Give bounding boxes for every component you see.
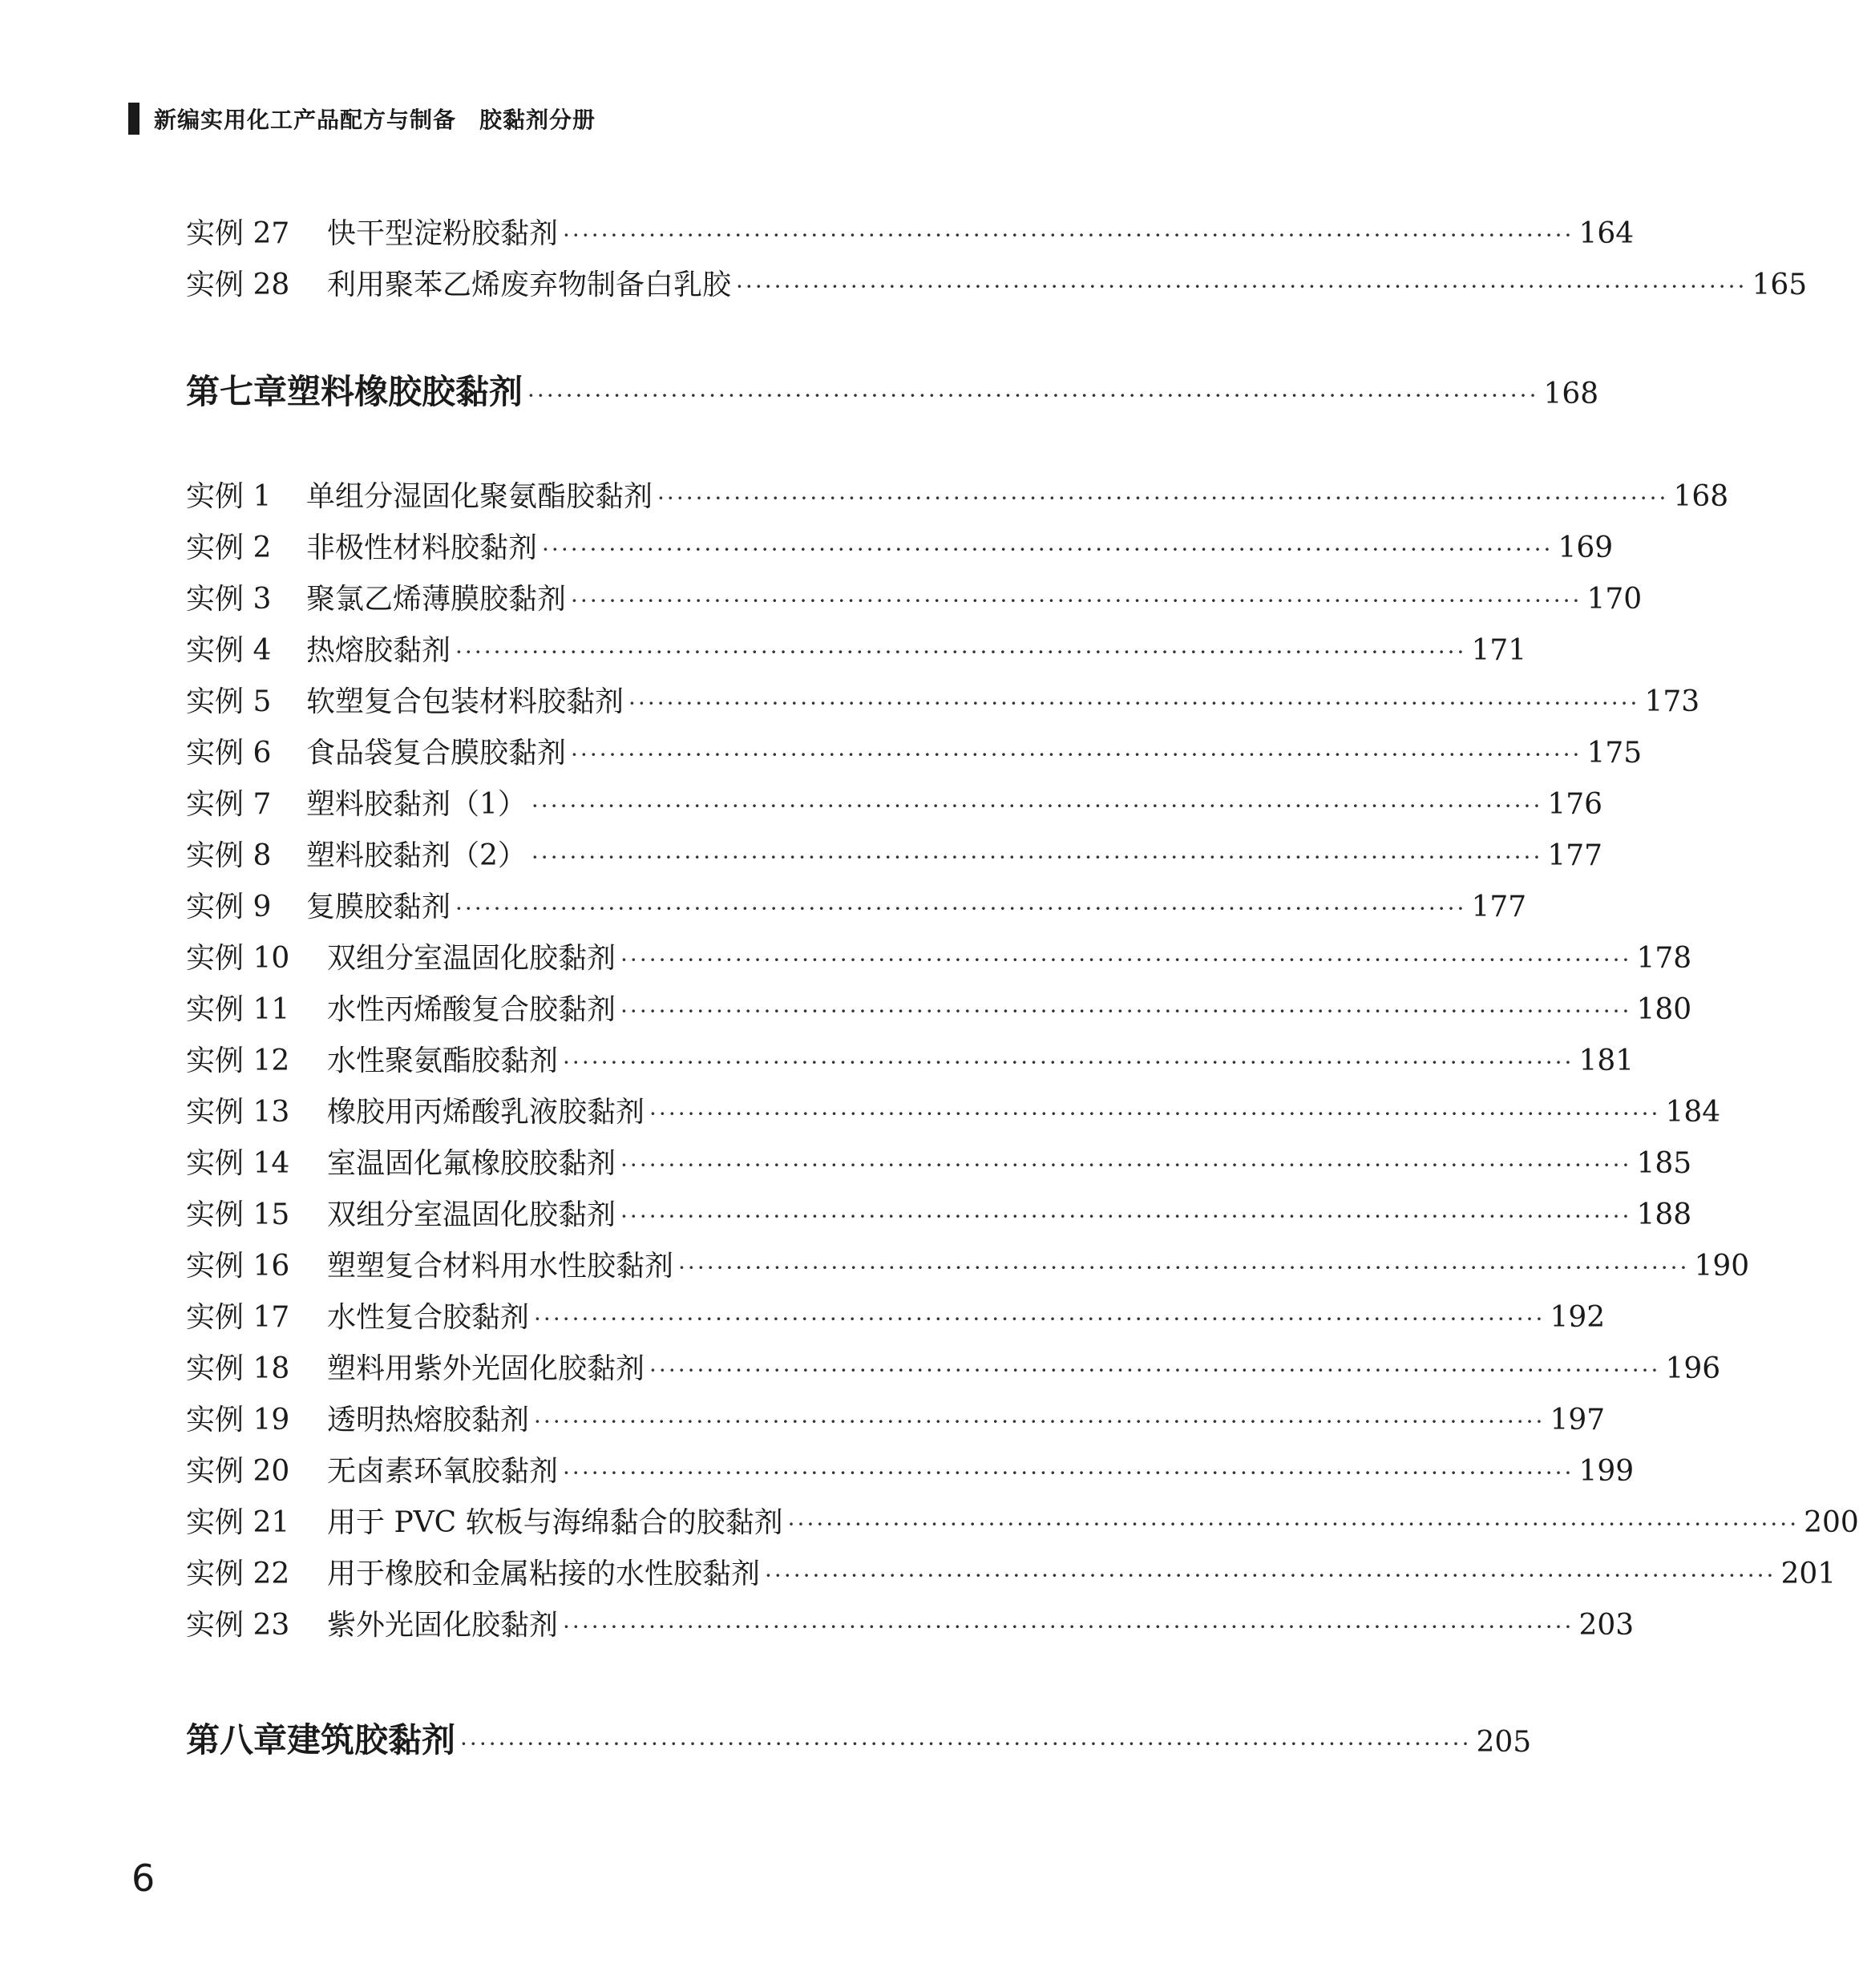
chapter-heading-7[interactable] xyxy=(186,366,1599,415)
dot-leader: ·········································································································· xyxy=(678,1255,1690,1281)
dot-leader: ·········································································································· xyxy=(620,1203,1632,1230)
toc-entry[interactable] xyxy=(186,1453,1635,1491)
toc-entry[interactable] xyxy=(186,632,1527,670)
entry-number: 实例 27 xyxy=(186,217,290,250)
entry-number: 实例 9 xyxy=(186,891,272,923)
entry-title: 聚氯乙烯薄膜胶黏剂 xyxy=(306,583,567,616)
entry-title: 室温固化氟橡胶胶黏剂 xyxy=(327,1147,616,1180)
entry-title: 双组分室温固化胶黏剂 xyxy=(327,1198,616,1231)
dot-leader: ·········································································································· xyxy=(620,1152,1632,1178)
chapter-heading-8[interactable] xyxy=(186,1714,1532,1764)
entry-title: 双组分室温固化胶黏剂 xyxy=(327,942,616,975)
chapter-label: 第七章 xyxy=(186,372,288,411)
toc-entry[interactable] xyxy=(186,991,1692,1029)
dot-leader: ·········································································································· xyxy=(455,639,1467,665)
entry-page: 196 xyxy=(1665,1352,1721,1385)
toc-entry[interactable] xyxy=(186,1299,1606,1337)
dot-leader: ·········································································································· xyxy=(571,741,1582,768)
toc-entry[interactable] xyxy=(186,215,1635,253)
toc-entry[interactable] xyxy=(186,1606,1635,1645)
entry-title: 单组分湿固化聚氨酯胶黏剂 xyxy=(306,480,653,513)
entry-title: 橡胶用丙烯酸乳液胶黏剂 xyxy=(327,1096,645,1129)
toc-entry[interactable] xyxy=(186,939,1692,978)
dot-leader: ·········································································································· xyxy=(527,382,1539,409)
entry-title: 紫外光固化胶黏剂 xyxy=(327,1609,559,1642)
entry-number: 实例 18 xyxy=(186,1352,290,1385)
entry-number: 实例 17 xyxy=(186,1301,290,1334)
entry-number: 实例 2 xyxy=(186,531,272,564)
dot-leader: ·········································································································· xyxy=(571,588,1582,614)
entry-title: 塑料胶黏剂（1） xyxy=(306,788,527,821)
toc-entry[interactable] xyxy=(186,1042,1635,1081)
entry-number: 实例 19 xyxy=(186,1404,290,1436)
entry-number: 实例 1 xyxy=(186,480,272,513)
entry-page: 197 xyxy=(1550,1404,1606,1436)
entry-page: 170 xyxy=(1586,583,1643,616)
entry-page: 181 xyxy=(1578,1045,1635,1077)
dot-leader: ·········································································································· xyxy=(736,273,1748,300)
toc-entry[interactable] xyxy=(186,529,1614,568)
entry-number: 实例 15 xyxy=(186,1198,290,1231)
chapter-title: 塑料橡胶胶黏剂 xyxy=(287,372,523,411)
entry-page: 199 xyxy=(1578,1455,1635,1488)
entry-number: 实例 5 xyxy=(186,685,272,718)
dot-leader: ·········································································································· xyxy=(563,1614,1574,1640)
header-bar-mark xyxy=(128,103,139,135)
entry-title: 用于 PVC 软板与海绵黏合的胶黏剂 xyxy=(327,1506,783,1539)
entry-title: 水性聚氨酯胶黏剂 xyxy=(327,1045,559,1077)
entry-title: 复膜胶黏剂 xyxy=(306,891,451,923)
toc-entry[interactable] xyxy=(186,1093,1721,1132)
entry-title: 无卤素环氧胶黏剂 xyxy=(327,1455,559,1488)
toc-entry[interactable] xyxy=(186,1504,1859,1542)
entry-title: 食品袋复合膜胶黏剂 xyxy=(306,737,567,770)
toc-entry[interactable] xyxy=(186,786,1603,824)
entry-title: 非极性材料胶黏剂 xyxy=(306,531,538,564)
entry-number: 实例 21 xyxy=(186,1506,290,1539)
toc-entry[interactable] xyxy=(186,1145,1692,1183)
entry-number: 实例 11 xyxy=(186,993,290,1026)
entry-title: 透明热熔胶黏剂 xyxy=(327,1404,530,1436)
chapter-label: 第八章 xyxy=(186,1720,288,1760)
entry-page: 171 xyxy=(1471,634,1527,667)
entry-number: 实例 22 xyxy=(186,1558,290,1590)
chapter-page: 205 xyxy=(1476,1726,1532,1759)
toc-entry[interactable] xyxy=(186,683,1700,721)
toc-entry[interactable] xyxy=(186,734,1643,773)
entry-page: 173 xyxy=(1644,685,1700,718)
entry-number: 实例 6 xyxy=(186,737,272,770)
entry-page: 177 xyxy=(1547,839,1603,872)
entry-title: 快干型淀粉胶黏剂 xyxy=(327,217,559,250)
entry-number: 实例 14 xyxy=(186,1147,290,1180)
entry-page: 180 xyxy=(1636,993,1692,1026)
entry-page: 188 xyxy=(1636,1198,1692,1231)
entry-page: 190 xyxy=(1694,1250,1750,1283)
entry-title: 水性丙烯酸复合胶黏剂 xyxy=(327,993,616,1026)
toc-entry[interactable] xyxy=(186,1247,1750,1286)
dot-leader: ·········································································································· xyxy=(455,895,1467,922)
entry-page: 200 xyxy=(1804,1506,1859,1539)
toc-entry[interactable] xyxy=(186,1350,1721,1388)
dot-leader: ·········································································································· xyxy=(531,793,1543,819)
entry-page: 165 xyxy=(1752,269,1808,301)
dot-leader: ·········································································································· xyxy=(534,1306,1546,1332)
dot-leader: ·········································································································· xyxy=(649,1101,1661,1127)
toc-entry[interactable] xyxy=(186,478,1729,516)
entry-page: 185 xyxy=(1636,1147,1692,1180)
dot-leader: ·········································································································· xyxy=(765,1562,1776,1589)
toc-entry[interactable] xyxy=(186,1196,1692,1234)
entry-number: 实例 16 xyxy=(186,1250,290,1283)
toc-entry[interactable] xyxy=(186,580,1643,619)
toc-entry[interactable] xyxy=(186,266,1808,305)
entry-title: 利用聚苯乙烯废弃物制备白乳胶 xyxy=(327,269,732,301)
entry-title: 水性复合胶黏剂 xyxy=(327,1301,530,1334)
table-of-contents xyxy=(186,0,1859,1988)
entry-number: 实例 28 xyxy=(186,269,290,301)
entry-number: 实例 4 xyxy=(186,634,272,667)
dot-leader: ·········································································································· xyxy=(620,998,1632,1024)
entry-title: 热熔胶黏剂 xyxy=(306,634,451,667)
toc-entry[interactable] xyxy=(186,837,1603,875)
entry-page: 168 xyxy=(1673,480,1729,513)
dot-leader: ·········································································································· xyxy=(534,1408,1546,1435)
entry-page: 201 xyxy=(1780,1558,1837,1590)
entry-number: 实例 3 xyxy=(186,583,272,616)
dot-leader: ·········································································································· xyxy=(460,1731,1472,1757)
entry-number: 实例 8 xyxy=(186,839,272,872)
entry-title: 用于橡胶和金属粘接的水性胶黏剂 xyxy=(327,1558,761,1590)
entry-page: 176 xyxy=(1547,788,1603,821)
entry-page: 178 xyxy=(1636,942,1692,975)
dot-leader: ·········································································································· xyxy=(787,1511,1800,1537)
entry-page: 169 xyxy=(1558,531,1614,564)
dot-leader: ·········································································································· xyxy=(628,690,1640,717)
header-title: 新编实用化工产品配方与制备 胶黏剂分册 xyxy=(154,107,596,133)
entry-title: 软塑复合包装材料胶黏剂 xyxy=(306,685,624,718)
chapter-page: 168 xyxy=(1543,378,1599,410)
entry-page: 184 xyxy=(1665,1096,1721,1129)
dot-leader: ·········································································································· xyxy=(620,947,1632,973)
dot-leader: ·········································································································· xyxy=(649,1357,1661,1384)
toc-entry[interactable] xyxy=(186,1401,1606,1440)
entry-page: 164 xyxy=(1578,217,1635,250)
dot-leader: ·········································································································· xyxy=(542,536,1554,563)
dot-leader: ·········································································································· xyxy=(563,1049,1574,1076)
entry-number: 实例 20 xyxy=(186,1455,290,1488)
entry-number: 实例 13 xyxy=(186,1096,290,1129)
entry-number: 实例 12 xyxy=(186,1045,290,1077)
entry-page: 203 xyxy=(1578,1609,1635,1642)
entry-page: 175 xyxy=(1586,737,1643,770)
entry-title: 塑料用紫外光固化胶黏剂 xyxy=(327,1352,645,1385)
entry-page: 177 xyxy=(1471,891,1527,923)
toc-entry[interactable] xyxy=(186,888,1527,927)
entry-number: 实例 23 xyxy=(186,1609,290,1642)
entry-title: 塑料胶黏剂（2） xyxy=(306,839,527,872)
entry-number: 实例 10 xyxy=(186,942,290,975)
dot-leader: ·········································································································· xyxy=(657,485,1669,511)
dot-leader: ·········································································································· xyxy=(563,222,1574,248)
chapter-title: 建筑胶黏剂 xyxy=(287,1720,456,1760)
dot-leader: ·········································································································· xyxy=(563,1460,1574,1486)
entry-title: 塑塑复合材料用水性胶黏剂 xyxy=(327,1250,674,1283)
toc-entry[interactable] xyxy=(186,1555,1837,1594)
dot-leader: ·········································································································· xyxy=(531,844,1543,871)
entry-number: 实例 7 xyxy=(186,788,272,821)
page-number: 6 xyxy=(131,1857,156,1900)
entry-page: 192 xyxy=(1550,1301,1606,1334)
